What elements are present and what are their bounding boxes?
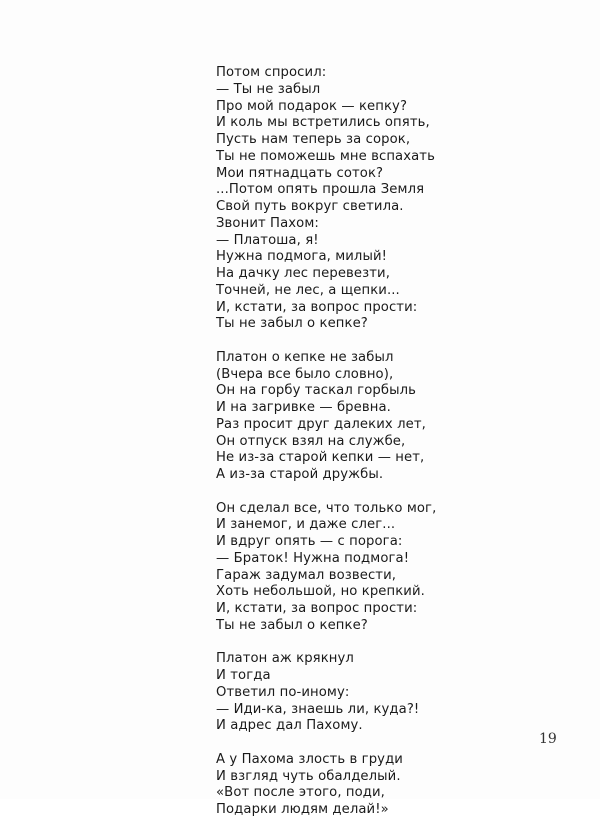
poem-line: Мои пятнадцать соток?: [216, 165, 384, 181]
poem-line: «Вот после этого, поди,: [216, 785, 385, 801]
poem-line: Он сделал все, что только мог,: [216, 500, 437, 516]
poem-line: И вдруг опять — с порога:: [216, 534, 403, 549]
poem-line: Точней, не лес, а щепки...: [216, 282, 400, 298]
poem-line: Он на горбу таскал горбыль: [216, 383, 416, 399]
poem-line: И, кстати, за вопрос прости:: [216, 299, 418, 315]
poem-line: И занемог, и даже слег...: [216, 517, 396, 533]
poem-line: На дачку лес перевезти,: [216, 266, 390, 281]
poem-line: — Иди-ка, знаешь ли, куда?!: [216, 701, 420, 717]
poem-text: [216, 65, 456, 836]
poem-line: — Ты не забыл: [216, 81, 321, 97]
poem-line: (Вчера все было словно),: [216, 366, 394, 382]
poem-line: Ты не забыл о кепке?: [216, 316, 368, 332]
poem-line: Хоть небольшой, но крепкий.: [216, 584, 425, 600]
stanza: [216, 501, 456, 635]
poem-line: Нужна подмога, милый!: [216, 249, 388, 265]
poem-line: Он отпуск взял на службе,: [216, 433, 406, 449]
poem-line: Платон аж крякнул: [216, 651, 354, 667]
poem-line: Пусть нам теперь за сорок,: [216, 132, 411, 147]
poem-line: Звонит Пахом:: [216, 215, 319, 231]
page-number: 19: [539, 731, 557, 747]
poem-line: И адрес дал Пахому.: [216, 718, 363, 734]
poem-line: Ты не забыл о кепке?: [216, 617, 368, 633]
poem-line: — Браток! Нужна подмога!: [216, 550, 410, 566]
poem-line: — Платоша, я!: [216, 232, 319, 248]
poem-line: Платон о кепке не забыл: [216, 349, 394, 365]
poem-line: А из-за старой дружбы.: [216, 467, 384, 482]
poem-line: Подарки людям делай!»: [216, 802, 389, 817]
poem-line: И тогда: [216, 668, 271, 683]
poem-line: И коль мы встретились опять,: [216, 115, 430, 131]
poem-line: Свой путь вокруг светила.: [216, 199, 404, 214]
poem-line: И взгляд чуть обалделый.: [216, 768, 401, 784]
poem-line: Гараж задумал возвести,: [216, 567, 397, 583]
poem-line: И на загривке — бревна.: [216, 400, 391, 415]
stanza: [216, 350, 456, 484]
poem-line: И, кстати, за вопрос прости:: [216, 601, 418, 616]
stanza: [216, 651, 456, 735]
poem-line: Ты не поможешь мне вспахать: [216, 148, 435, 164]
poem-line: Не из-за старой кепки — нет,: [216, 450, 425, 466]
poem-line: А у Пахома злость в груди: [216, 751, 403, 767]
poem-line: Раз просит друг далеких лет,: [216, 416, 426, 432]
stanza: [216, 752, 456, 819]
poem-line: Про мой подарок — кепку?: [216, 98, 408, 114]
poem-line: Потом спросил:: [216, 65, 327, 80]
stanza: [216, 65, 456, 333]
poem-line: Ответил по-иному:: [216, 684, 350, 700]
poem-line: ...Потом опять прошла Земля: [216, 182, 425, 198]
